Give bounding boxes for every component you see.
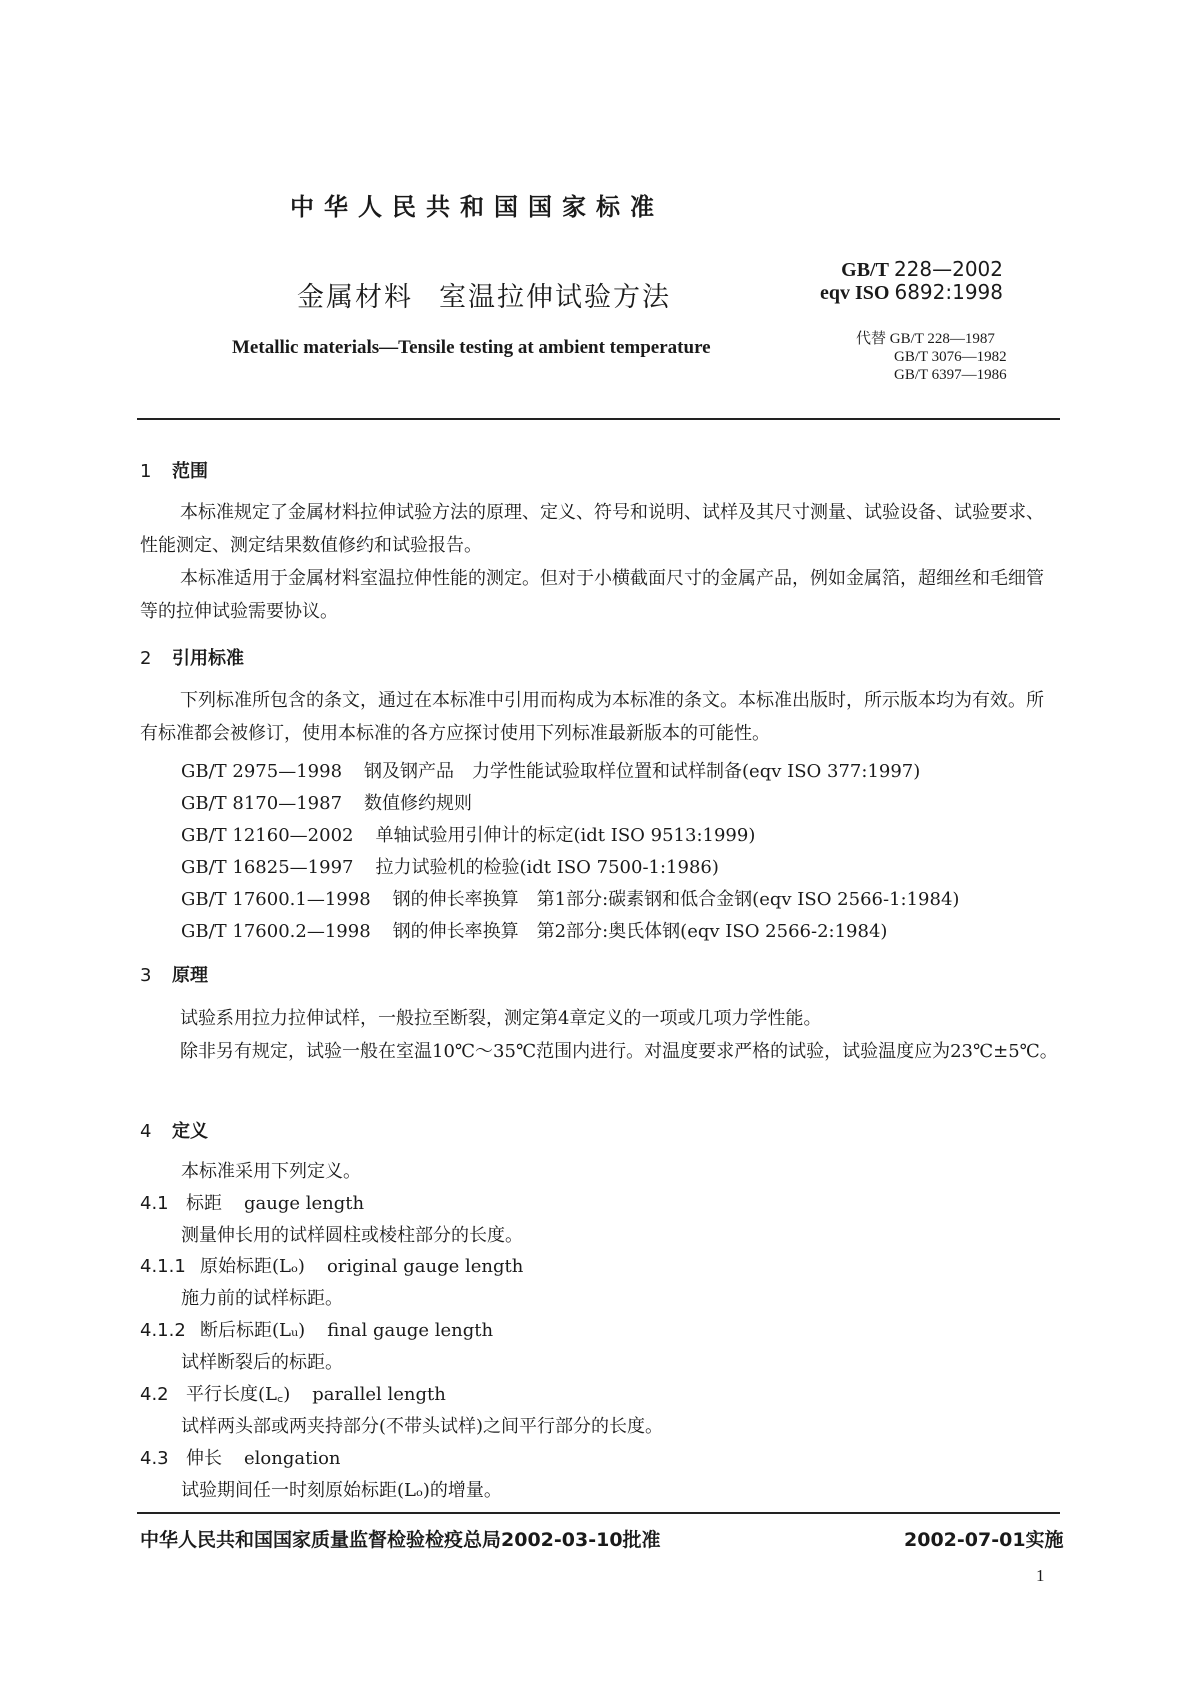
page-number: 1 <box>1036 1566 1045 1585</box>
definition-number: 4.1 <box>140 1193 169 1214</box>
section-1-para-1: 本标准规定了金属材料拉伸试验方法的原理、定义、符号和说明、试样及其尺寸测量、试验设备、试验要求、性能测定、测定结果数值修约和试验报告。 <box>140 502 1044 556</box>
definition-term-en: final gauge length <box>327 1320 494 1341</box>
definition-4-2 <box>140 1380 446 1406</box>
section-number: 3 <box>140 965 152 986</box>
reference-item <box>181 821 755 847</box>
section-title: 定义 <box>172 1121 208 1142</box>
definition-term-en: elongation <box>244 1448 341 1469</box>
national-standard-title: 中华人民共和国国家标准 <box>290 193 664 221</box>
reference-text: 单轴试验用引伸计的标定(idt ISO 9513:1999) <box>375 825 756 846</box>
eqv-prefix: eqv ISO <box>820 282 890 304</box>
replaces-label: 代替 <box>856 331 887 347</box>
section-3-para-1: 试验系用拉力拉伸试样，一般拉至断裂，测定第4章定义的一项或几项力学性能。 <box>180 1008 822 1029</box>
reference-item <box>181 789 472 815</box>
section-3-para-2: 除非另有规定，试验一般在室温10℃～35℃范围内进行。对温度要求严格的试验，试验温度应为23℃±5℃。 <box>180 1041 1058 1062</box>
definition-description: 试样两头部或两夹持部分(不带头试样)之间平行部分的长度。 <box>181 1416 664 1437</box>
definition-description: 施力前的试样标距。 <box>181 1288 343 1309</box>
reference-code: GB/T 17600.1—1998 <box>181 889 371 910</box>
document-title-en: Metallic materials—Tensile testing at ambient temperature <box>232 337 711 358</box>
reference-text: 拉力试验机的检验(idt ISO 7500-1:1986) <box>375 857 719 878</box>
replaces-item: GB/T 3076—1982 <box>894 349 1007 365</box>
definition-4-1 <box>140 1189 364 1215</box>
code-prefix: GB/T <box>841 259 889 281</box>
definition-term: 原始标距(Lₒ) <box>200 1256 305 1277</box>
definition-description: 测量伸长用的试样圆柱或棱柱部分的长度。 <box>181 1225 523 1246</box>
implementation-date: 2002-07-01实施 <box>904 1529 1064 1551</box>
section-number: 2 <box>140 648 152 669</box>
header-divider <box>137 418 1060 420</box>
definition-4-3 <box>140 1444 341 1470</box>
eqv-number: 6892:1998 <box>894 280 1004 304</box>
reference-text: 钢及钢产品 力学性能试验取样位置和试样制备(eqv ISO 377:1997) <box>364 761 921 782</box>
definition-number: 4.2 <box>140 1384 169 1405</box>
definition-4-1-2 <box>140 1316 493 1342</box>
section-number: 4 <box>140 1121 152 1142</box>
reference-code: GB/T 17600.2—1998 <box>181 921 371 942</box>
definition-description: 试样断裂后的标距。 <box>181 1352 343 1373</box>
section-3-heading <box>140 961 208 987</box>
reference-item <box>181 885 959 911</box>
reference-item <box>181 853 719 879</box>
definition-term: 平行长度(L꜀) <box>186 1384 291 1405</box>
reference-code: GB/T 16825—1997 <box>181 857 354 878</box>
reference-item <box>181 917 887 943</box>
section-4-intro: 本标准采用下列定义。 <box>181 1161 361 1182</box>
definition-term: 标距 <box>186 1193 222 1214</box>
section-2-para-1: 下列标准所包含的条文，通过在本标准中引用而构成为本标准的条文。本标准出版时，所示版本均为有效。所有标准都会被修订，使用本标准的各方应探讨使用下列标准最新版本的可能性。 <box>140 690 1044 744</box>
code-number: 228—2002 <box>893 257 1004 281</box>
replaces-block <box>856 330 1007 384</box>
section-title: 原理 <box>172 965 208 986</box>
reference-code: GB/T 12160—2002 <box>181 825 354 846</box>
standard-code-block <box>820 258 1003 304</box>
definition-number: 4.1.1 <box>140 1256 186 1277</box>
definition-term-en: gauge length <box>244 1193 365 1214</box>
definition-term: 伸长 <box>186 1448 222 1469</box>
reference-text: 钢的伸长率换算 第1部分:碳素钢和低合金钢(eqv ISO 2566-1:1984) <box>392 889 960 910</box>
reference-text: 数值修约规则 <box>364 793 473 814</box>
reference-code: GB/T 8170—1987 <box>181 793 343 814</box>
section-1-heading <box>140 457 208 483</box>
definition-description: 试验期间任一时刻原始标距(Lₒ)的增量。 <box>181 1480 502 1501</box>
definition-term: 断后标距(Lᵤ) <box>200 1320 306 1341</box>
reference-code: GB/T 2975—1998 <box>181 761 343 782</box>
section-4-heading <box>140 1117 208 1143</box>
reference-item <box>181 757 920 783</box>
definition-4-1-1 <box>140 1252 523 1278</box>
definition-number: 4.1.2 <box>140 1320 186 1341</box>
definition-number: 4.3 <box>140 1448 169 1469</box>
section-number: 1 <box>140 461 152 482</box>
title-part-1: 金属材料 <box>297 282 413 313</box>
title-part-2: 室温拉伸试验方法 <box>439 282 671 313</box>
definition-term-en: parallel length <box>312 1384 446 1405</box>
replaces-item: GB/T 228—1987 <box>889 331 995 347</box>
section-2-heading <box>140 644 244 670</box>
section-1-para-2: 本标准适用于金属材料室温拉伸性能的测定。但对于小横截面尺寸的金属产品，例如金属箔，超细丝和毛细管等的拉伸试验需要协议。 <box>140 568 1044 622</box>
definition-term-en: original gauge length <box>326 1256 524 1277</box>
replaces-item: GB/T 6397—1986 <box>894 367 1007 383</box>
footer-divider <box>137 1512 1060 1514</box>
approval-statement: 中华人民共和国国家质量监督检验检疫总局2002-03-10批准 <box>140 1529 661 1551</box>
reference-text: 钢的伸长率换算 第2部分:奥氏体钢(eqv ISO 2566-2:1984) <box>392 921 888 942</box>
section-title: 范围 <box>172 461 208 482</box>
section-title: 引用标准 <box>172 648 244 669</box>
document-title-cn <box>297 275 671 314</box>
